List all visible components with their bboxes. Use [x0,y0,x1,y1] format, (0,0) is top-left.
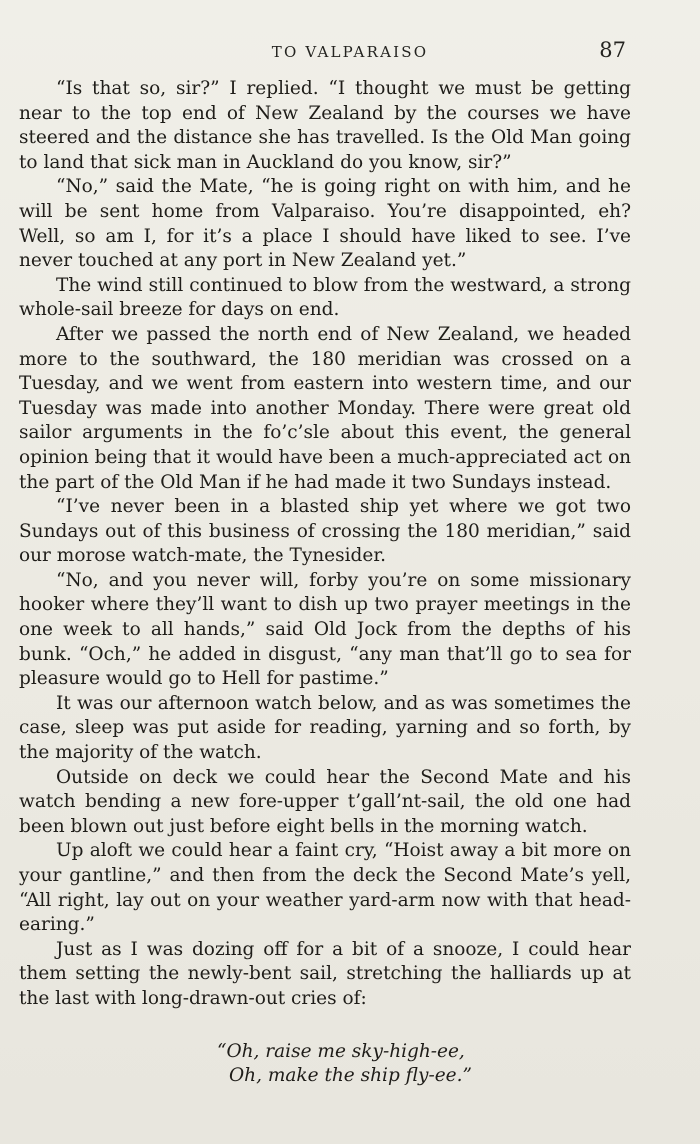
running-title: TO VALPARAISO [271,43,429,61]
paragraph-5: “I’ve never been in a blasted ship yet where we got two Sundays out of this business of crossing the 180 meridian,” said our morose watch-mate, the Tynesider. [19,496,631,567]
paragraph-4: After we passed the north end of New Zealand, we headed more to the southward, the 180 meridian was crossed on a Tuesday, and we went from eastern into western time, and our Tuesday was made into another Monday. There were great old sailor arguments in the fo’c’sle about this event, the general opinion being that it would have been a much-appreciated act on the part of the Old Man if he had made it two Sundays instead. [19,323,631,493]
verse-line-2: Oh, make the ship fly-ee.” [229,1065,472,1086]
verse-line-1: “Oh, raise me sky-high-ee, [217,1041,465,1062]
page-number: 87 [599,38,626,62]
paragraph-6: “No, and you never will, forby you’re on some missionary hooker where they’ll want to dish up two prayer meetings in the one week to all hands,” said Old Jock from the depths of his bunk. “Och,” he added in disgust, “any man that’ll go to sea for pleasure would go to Hell for pastime.” [19,569,631,690]
paragraph-1: “Is that so, sir?” I replied. “I thought we must be getting near to the top end of New Zealand by the courses we have steered and the distance she has travelled. Is the Old Man going to land that sick man in Auckland do you know, sir?” [19,78,631,173]
paragraph-9: Up aloft we could hear a faint cry, “Hoist away a bit more on your gantline,” and then from the deck the Second Mate’s yell, “All right, lay out on your weather yard-arm now with that head-earing.” [19,840,631,936]
paragraph-10: Just as I was dozing off for a bit of a snooze, I could hear them setting the newly-bent sail, stretching the halliards up at the last with long-drawn-out cries of: [19,938,631,1009]
running-head [0,38,700,68]
paragraph-2: “No,” said the Mate, “he is going right on with him, and he will be sent home from Valparaiso. You’re disappointed, eh? Well, so am I, for it’s a place I should have liked to see. I’ve never touched at any port in New Zealand yet.” [19,176,631,272]
verse-block [217,1040,507,1088]
body-text [19,77,631,1012]
paragraph-8: Outside on deck we could hear the Second Mate and his watch bending a new fore-upper t’gall’nt-sail, the old one had been blown out just before eight bells in the morning watch. [19,766,631,837]
paragraph-7: It was our afternoon watch below, and as was sometimes the case, sleep was put aside for reading, yarning and so forth, by the majority of the watch. [19,692,631,764]
paragraph-3: The wind still continued to blow from the westward, a strong whole-sail breeze for days on end. [19,274,631,321]
